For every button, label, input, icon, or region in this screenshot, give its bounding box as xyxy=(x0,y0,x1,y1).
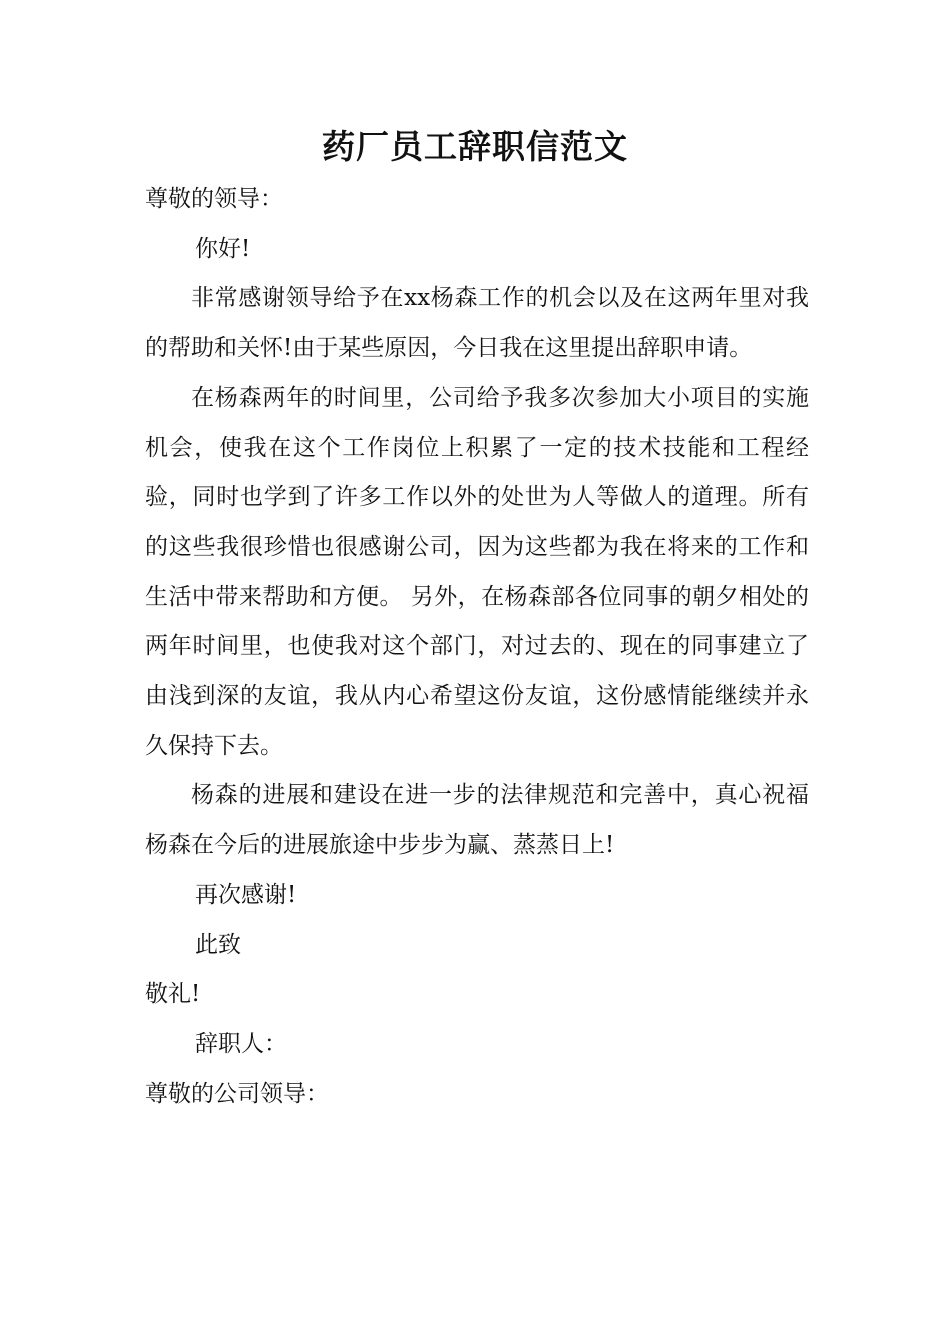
salutation: 尊敬的领导： xyxy=(145,186,283,212)
signature-line: 辞职人： xyxy=(195,1030,287,1057)
paragraph-3: 杨森的进展和建设在进一步的法律规范和完善中，真心祝福杨森在今后的进展旅途中步步为赢、蒸蒸日上! xyxy=(145,782,809,859)
greeting: 你好! xyxy=(195,235,251,262)
thanks-line: 再次感谢! xyxy=(195,881,297,908)
document-title: 药厂员工辞职信范文 xyxy=(322,127,628,166)
closing-line-1: 此致 xyxy=(195,931,241,958)
paragraph-1: 非常感谢领导给予在xx杨森工作的机会以及在这两年里对我的帮助和关怀!由于某些原因，今日我在这里提出辞职申请。 xyxy=(145,285,809,362)
closing-line-2: 敬礼! xyxy=(145,981,201,1008)
letter-body xyxy=(145,175,809,1119)
paragraph-2: 在杨森两年的时间里，公司给予我多次参加大小项目的实施机会，使我在这个工作岗位上积累了一定的技术技能和工程经验，同时也学到了许多工作以外的处世为人等做人的道理。所有的这些我很珍惜也很感谢公司，因为这些都为我在将来的工作和生活中带来帮助和方便。 另外，在杨森部各位同事的朝夕相处的两年时间里，也使我对这个部门，对过去的、现在的同事建立了由浅到深的友谊，我从内心希望这份友谊，这份感情能继续并永久保持下去。 xyxy=(145,384,809,759)
next-salutation: 尊敬的公司领导： xyxy=(145,1080,329,1107)
